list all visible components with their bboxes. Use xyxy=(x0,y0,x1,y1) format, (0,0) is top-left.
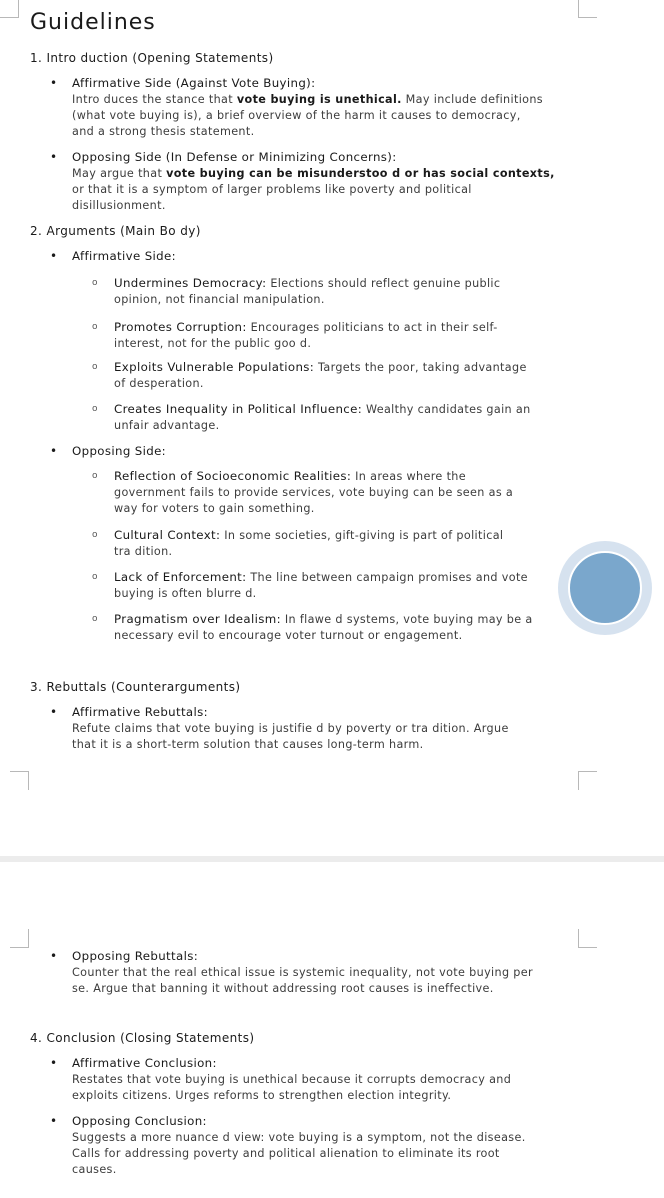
rebuttals-opposing-text-line-2: se. Argue that banning it without addressing root causes is ineffective. xyxy=(72,982,494,995)
argument-text-line: government fails to provide services, vote buying can be seen as a xyxy=(114,486,514,499)
sub-bullet: o xyxy=(92,362,98,372)
intro-affirmative-text-line-3: and a strong thesis statement. xyxy=(72,125,255,138)
argument-text-line: way for voters to gain something. xyxy=(114,502,315,515)
argument-text-line: buying is often blurre d. xyxy=(114,587,257,600)
intro-affirmative-label: Affirmative Side (Against Vote Buying): xyxy=(72,76,316,90)
crop-mark-top-left xyxy=(10,929,29,948)
sub-bullet: o xyxy=(92,278,98,288)
bullet: • xyxy=(50,1114,58,1128)
conclusion-opposing-label: Opposing Conclusion: xyxy=(72,1114,207,1128)
bullet: • xyxy=(50,76,58,90)
intro-opposing-label: Opposing Side (In Defense or Minimizing Concerns): xyxy=(72,150,397,164)
conclusion-affirmative-text-line-2: exploits citizens. Urges reforms to strengthen election integrity. xyxy=(72,1089,452,1102)
argument-pragmatism-over-idealism: Pragmatism over Idealism: In flawe d systems, vote buying may be a xyxy=(114,612,533,626)
crop-mark-top-right xyxy=(578,929,597,948)
argument-cultural-context: Cultural Context: In some societies, gift-giving is part of political xyxy=(114,528,504,542)
bullet: • xyxy=(50,150,58,164)
bullet: • xyxy=(50,949,58,963)
argument-text-line: opinion, not financial manipulation. xyxy=(114,293,325,306)
sub-bullet: o xyxy=(92,471,98,481)
crop-mark-top-right xyxy=(578,0,597,18)
argument-text-line: unfair advantage. xyxy=(114,419,220,432)
conclusion-affirmative-label: Affirmative Conclusion: xyxy=(72,1056,217,1070)
arguments-opposing-label: Opposing Side: xyxy=(72,444,167,458)
conclusion-affirmative-text-line-1: Restates that vote buying is unethical because it corrupts democracy and xyxy=(72,1073,512,1086)
argument-text-line: tra dition. xyxy=(114,545,173,558)
intro-opposing-text-line-1: May argue that vote buying can be misunderstoo d or has social contexts, xyxy=(72,167,555,180)
argument-socioeconomic-realities: Reflection of Socioeconomic Realities: In areas where the xyxy=(114,469,466,483)
floating-action-button-core[interactable] xyxy=(568,551,642,625)
argument-exploits-vulnerable-populations: Exploits Vulnerable Populations: Targets the poor, taking advantage xyxy=(114,360,527,374)
rebuttals-affirmative-label: Affirmative Rebuttals: xyxy=(72,705,208,719)
sub-bullet: o xyxy=(92,572,98,582)
section-heading-rebuttals: 3. Rebuttals (Counterarguments) xyxy=(30,680,241,694)
floating-action-button[interactable] xyxy=(558,541,652,635)
argument-creates-inequality: Creates Inequality in Political Influence: Wealthy candidates gain an xyxy=(114,402,531,416)
argument-lack-of-enforcement: Lack of Enforcement: The line between campaign promises and vote xyxy=(114,570,528,584)
arguments-affirmative-label: Affirmative Side: xyxy=(72,249,176,263)
argument-text-line: of desperation. xyxy=(114,377,204,390)
argument-text-line: necessary evil to encourage voter turnout or engagement. xyxy=(114,629,463,642)
bullet: • xyxy=(50,444,58,458)
crop-mark-bottom-right xyxy=(578,771,597,790)
crop-mark-bottom-left xyxy=(10,771,29,790)
document-page-2 xyxy=(0,862,664,1198)
rebuttals-affirmative-text-line-2: that it is a short-term solution that causes long-term harm. xyxy=(72,738,424,751)
rebuttals-opposing-text-line-1: Counter that the real ethical issue is systemic inequality, not vote buying per xyxy=(72,966,533,979)
bullet: • xyxy=(50,1056,58,1070)
document-title: Guidelines xyxy=(30,10,156,35)
conclusion-opposing-text-line-1: Suggests a more nuance d view: vote buying is a symptom, not the disease. xyxy=(72,1131,526,1144)
bullet: • xyxy=(50,705,58,719)
intro-opposing-text-line-3: disillusionment. xyxy=(72,199,166,212)
rebuttals-affirmative-text-line-1: Refute claims that vote buying is justifie d by poverty or tra dition. Argue xyxy=(72,722,509,735)
conclusion-opposing-text-line-2: Calls for addressing poverty and political alienation to eliminate its root xyxy=(72,1147,500,1160)
section-heading-conclusion: 4. Conclusion (Closing Statements) xyxy=(30,1031,255,1045)
bullet: • xyxy=(50,249,58,263)
argument-undermines-democracy: Undermines Democracy: Elections should reflect genuine public xyxy=(114,276,501,290)
section-heading-introduction: 1. Intro duction (Opening Statements) xyxy=(30,51,274,65)
argument-text-line: interest, not for the public goo d. xyxy=(114,337,312,350)
crop-mark-top-left xyxy=(0,0,19,18)
intro-affirmative-text-line-1: Intro duces the stance that vote buying is unethical. May include definitions xyxy=(72,93,543,106)
sub-bullet: o xyxy=(92,404,98,414)
section-heading-arguments: 2. Arguments (Main Bo dy) xyxy=(30,224,201,238)
intro-opposing-text-line-2: or that it is a symptom of larger problems like poverty and political xyxy=(72,183,472,196)
sub-bullet: o xyxy=(92,614,98,624)
argument-promotes-corruption: Promotes Corruption: Encourages politicians to act in their self- xyxy=(114,320,498,334)
intro-affirmative-text-line-2: (what vote buying is), a brief overview of the harm it causes to democracy, xyxy=(72,109,521,122)
rebuttals-opposing-label: Opposing Rebuttals: xyxy=(72,949,199,963)
sub-bullet: o xyxy=(92,530,98,540)
conclusion-opposing-text-line-3: causes. xyxy=(72,1163,117,1176)
sub-bullet: o xyxy=(92,322,98,332)
